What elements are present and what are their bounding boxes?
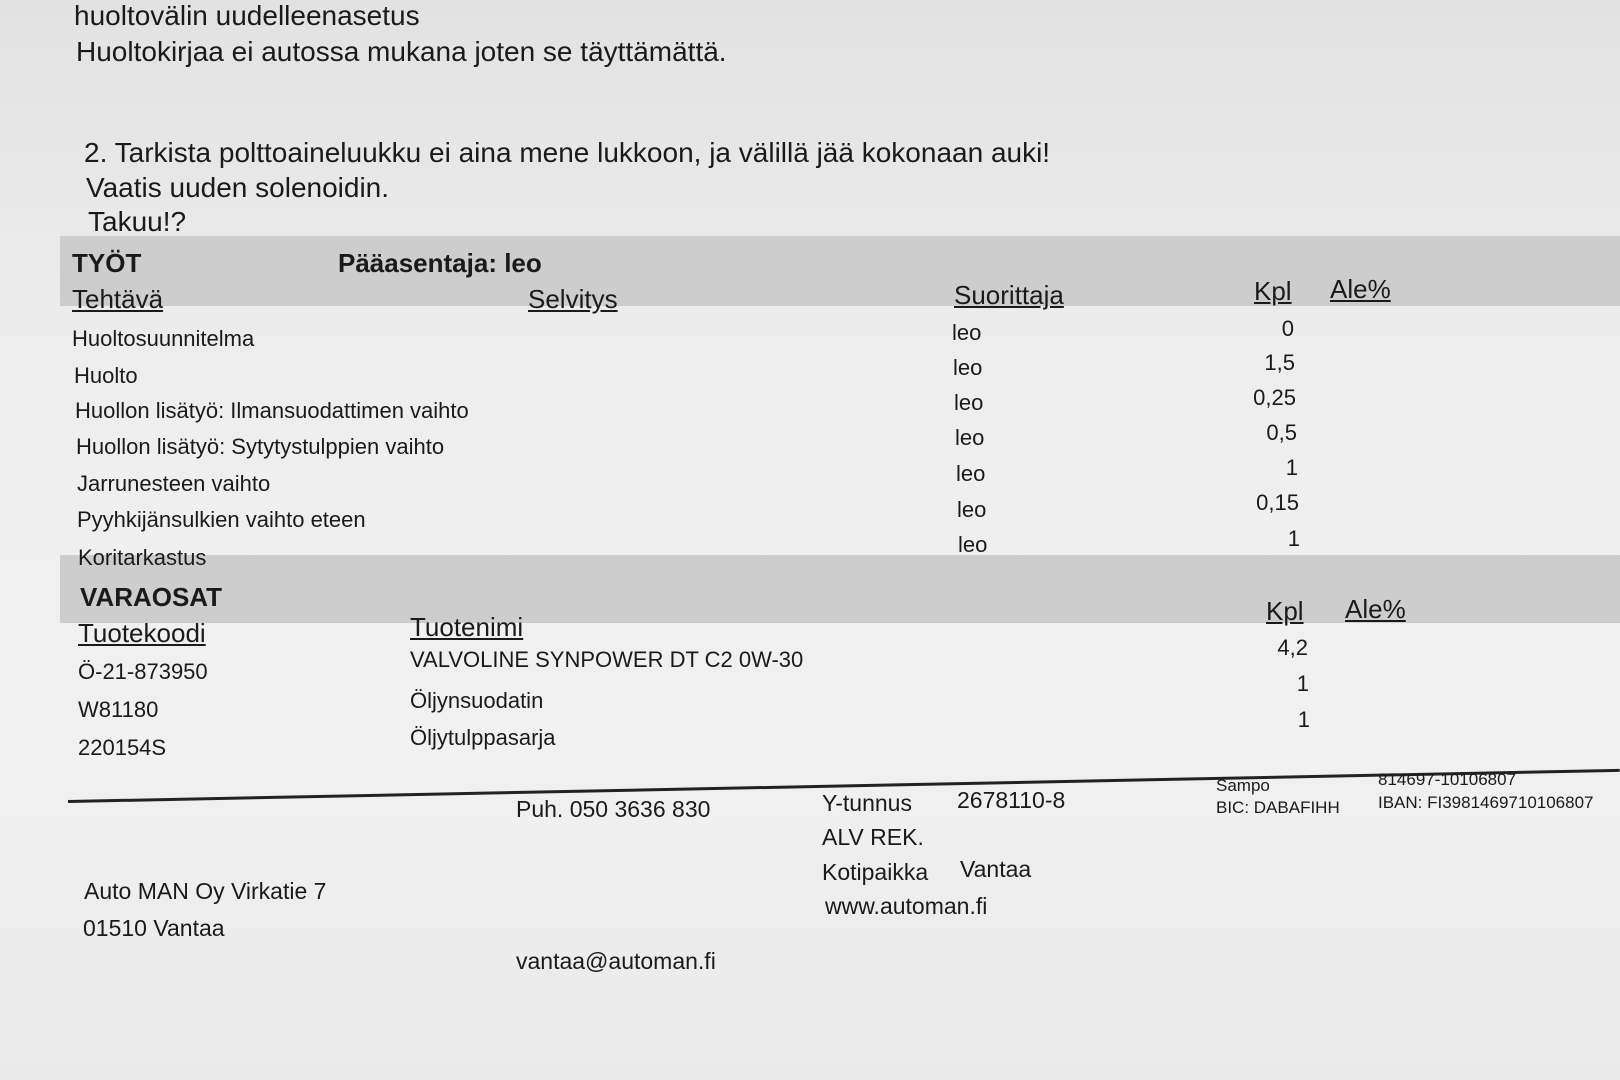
tyot-title: TYÖT bbox=[72, 248, 142, 278]
table-row-qty: 4,2 bbox=[1277, 635, 1308, 660]
table-row-performer: leo bbox=[957, 497, 987, 522]
item2-line-2: Vaatis uuden solenoidin. bbox=[86, 172, 390, 203]
table-row-qty: 0,5 bbox=[1266, 420, 1297, 445]
company-postal: 01510 Vantaa bbox=[83, 915, 225, 941]
table-row-name: VALVOLINE SYNPOWER DT C2 0W-30 bbox=[410, 647, 804, 672]
item2-line-1: 2. Tarkista polttoaineluukku ei aina mene lukkoon, ja välillä jää kokonaan auki! bbox=[84, 137, 1051, 168]
col-header-code: Tuotekoodi bbox=[78, 618, 206, 648]
table-row-qty: 0,15 bbox=[1256, 490, 1299, 515]
table-row-qty: 0 bbox=[1281, 316, 1294, 341]
col-header-task: Tehtävä bbox=[72, 284, 164, 314]
intro-line-2: Huoltokirjaa ei autossa mukana joten se täyttämättä. bbox=[76, 36, 727, 67]
bank-name: Sampo bbox=[1216, 776, 1270, 795]
table-row-task: Koritarkastus bbox=[78, 545, 207, 570]
col-header-discount: Ale% bbox=[1345, 594, 1406, 624]
table-row-performer: leo bbox=[952, 320, 982, 345]
ytunnus-label: Y-tunnus bbox=[822, 790, 912, 816]
ytunnus-value: 2678110-8 bbox=[957, 787, 1066, 813]
table-row-name: Öljytulppasarja bbox=[410, 725, 556, 750]
phone: Puh. 050 3636 830 bbox=[516, 796, 711, 822]
col-header-qty: Kpl bbox=[1254, 276, 1292, 306]
table-row-task: Huoltosuunnitelma bbox=[72, 326, 255, 351]
item2-line-3: Takuu!? bbox=[88, 206, 187, 237]
col-header-performer: Suorittaja bbox=[954, 280, 1064, 310]
col-header-discount: Ale% bbox=[1330, 274, 1391, 304]
intro-line-1: huoltovälin uudelleenasetus bbox=[74, 0, 420, 31]
table-row-task: Huolto bbox=[74, 363, 138, 388]
kotipaikka-label: Kotipaikka bbox=[822, 859, 929, 885]
table-row-task: Pyyhkijänsulkien vaihto eteen bbox=[77, 507, 366, 532]
alv-rek: ALV REK. bbox=[822, 824, 924, 850]
kotipaikka-value: Vantaa bbox=[960, 856, 1032, 882]
table-row-qty: 1,5 bbox=[1264, 350, 1295, 375]
col-header-desc: Selvitys bbox=[528, 284, 618, 314]
table-row-performer: leo bbox=[955, 425, 985, 450]
table-row-code: Ö-21-873950 bbox=[78, 659, 208, 684]
bank-iban: IBAN: FI3981469710106807 bbox=[1378, 793, 1594, 812]
col-header-qty: Kpl bbox=[1266, 596, 1304, 626]
website-link[interactable]: www.automan.fi bbox=[825, 893, 988, 919]
table-row-qty: 1 bbox=[1296, 671, 1309, 696]
table-row-task: Jarrunesteen vaihto bbox=[77, 471, 271, 496]
table-row-qty: 1 bbox=[1297, 707, 1310, 732]
varaosat-title: VARAOSAT bbox=[80, 582, 223, 612]
table-row-task: Huollon lisätyö: Sytytystulppien vaihto bbox=[76, 434, 445, 459]
table-row-qty: 1 bbox=[1287, 526, 1300, 551]
table-row-performer: leo bbox=[954, 390, 984, 415]
table-row-qty: 1 bbox=[1285, 455, 1298, 480]
table-row-code: 220154S bbox=[78, 735, 167, 760]
bank-bic: BIC: DABAFIHH bbox=[1216, 798, 1340, 817]
table-row-task: Huollon lisätyö: Ilmansuodattimen vaihto bbox=[75, 398, 469, 423]
table-row-code: W81180 bbox=[78, 697, 159, 722]
company-address: Auto MAN Oy Virkatie 7 bbox=[84, 878, 327, 904]
table-row-qty: 0,25 bbox=[1253, 385, 1296, 410]
table-row-name: Öljynsuodatin bbox=[410, 688, 544, 713]
col-header-name: Tuotenimi bbox=[410, 612, 524, 642]
table-row-performer: leo bbox=[956, 461, 986, 486]
table-row-performer: leo bbox=[953, 355, 983, 380]
main-mechanic: Pääasentaja: leo bbox=[338, 248, 542, 278]
email-link[interactable]: vantaa@automan.fi bbox=[516, 948, 716, 974]
table-row-performer: leo bbox=[958, 532, 988, 557]
bank-account: 814697-10106807 bbox=[1378, 770, 1517, 789]
